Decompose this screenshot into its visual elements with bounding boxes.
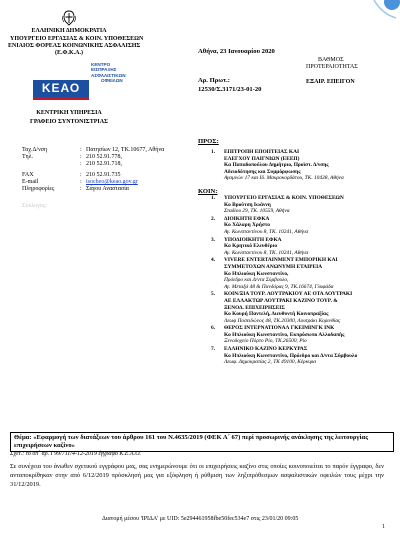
- recipient-item: [211, 346, 391, 366]
- recipient-line: Λεωφ. Δημοκρατίας 2, ΤΚ 49100, Κέρκυρα: [224, 359, 317, 366]
- page-number: 1: [382, 524, 385, 530]
- contact-block: [22, 147, 164, 210]
- recipients-cc-list: [211, 195, 391, 367]
- recipient-number: 1.: [211, 195, 216, 201]
- recipient-line: ΞΕΝΟΔ. ΕΠΙΧΕΙΡΗΣΕΙΣ: [224, 304, 285, 311]
- document-date: Αθήνα, 23 Ιανουαρίου 2020: [198, 48, 275, 55]
- recipient-line: ΕΛΛΗΝΙΚΟ ΚΑΖΙΝΟ ΚΕΡΚΥΡΑΣ: [224, 346, 308, 353]
- recipient-number: 5.: [211, 291, 216, 298]
- header-line-4: (Ε.Φ.Κ.Α.): [55, 50, 83, 56]
- recipient-line: Αγαμνών 17 και Ιδ. Μαυροκορδάτου, ΤΚ. 10438, Αθήνα: [224, 175, 344, 182]
- email-link[interactable]: isocheo@keao.gov.gr: [86, 178, 138, 185]
- recipient-line: VIVERE ENTERTAINMENT ΕΜΠΟΡΙΚΗ ΚΑΙ: [224, 257, 338, 264]
- keao-logo-text-2: ΕΙΣΠΡΑΞΗΣ: [91, 67, 117, 73]
- contact-row-fax: FAX : 210 52.91.735: [22, 171, 121, 178]
- contact-value: 210 52.91.718,: [86, 161, 122, 168]
- contact-value: Πατησίων 12, ΤΚ.10677, Αθήνα: [86, 147, 165, 153]
- contact-row-phone: Τηλ. : 210 52.91.778,: [22, 154, 122, 161]
- recipient-line: ΥΠΟΔΙΟΙΚΗΤΗ ΕΦΚΑ: [224, 236, 282, 243]
- priority-value: ΕΞΑΙΡ. ΕΠΕΙΓΟΝ: [306, 79, 355, 85]
- header-line-1: ΕΛΛΗΝΙΚΗ ΔΗΜΟΚΡΑΤΙΑ: [31, 28, 107, 34]
- priority-label-2: ΠΡΟΤΕΡΑΙΟΤΗΤΑΣ: [306, 64, 358, 70]
- recipient-number: 4.: [211, 257, 216, 264]
- recipient-line: ΘΕΡΟΣ ΙΝΤΕΡΝΑΤΙΟΝΑΛ ΓΚΕΙΜΙΝΓΚ ΙΝΚ: [224, 325, 335, 332]
- priority-label-1: ΒΑΘΜΟΣ: [318, 57, 344, 63]
- header-line-3: ΕΝΙΑΙΟΣ ΦΟΡΕΑΣ ΚΟΙΝΩΝΙΚΗΣ ΑΣΦΑΛΙΣΗΣ: [8, 43, 141, 49]
- recipient-line: Κα Παπαδοπούλου Δημήτριο, Προϊστ. Δ/νσης: [224, 162, 329, 169]
- contact-label: E-mail: [22, 178, 39, 185]
- protocol-label: Αρ. Πρωτ.:: [198, 77, 230, 84]
- contact-value: 210 52.91.778,: [86, 154, 122, 161]
- recipient-item: [211, 325, 391, 345]
- contact-row-email: E-mail : isocheo@keao.gov.gr: [22, 178, 138, 185]
- recipient-item: [211, 216, 391, 236]
- recipient-number: 2.: [211, 215, 216, 222]
- recipient-line: Αγ. Κωνσταντίνου 8, ΤΚ. 10241, Αθήνα: [224, 249, 309, 256]
- recipient-line: Κο Ηπλιούκη Κωνσταντίνο, Πρόεδρο και Δ/ντα Σύμβουλο: [224, 352, 358, 359]
- recipient-item: [211, 237, 391, 257]
- office-line-2: ΓΡΑΦΕΙΟ ΣΥΝΤΟΝΙΣΤΡΙΑΣ: [30, 119, 108, 125]
- top-right-mark: [366, 0, 400, 29]
- contact-label-faded: Σύλλογος:: [22, 203, 47, 210]
- contact-label: Πληροφορίες: [22, 186, 55, 193]
- contact-row-faded: [22, 203, 164, 210]
- recipient-line: ΥΠΟΥΡΓΕΙΟ ΕΡΓΑΣΙΑΣ & ΚΟΙΝ. ΥΠΟΘΕΣΕΩΝ: [224, 195, 344, 201]
- contact-row-info: Πληροφορίες : Σάγου Αναστασία: [22, 186, 129, 193]
- recipient-line: Αδειοδότησης και Συμμόρφωσης: [224, 168, 301, 175]
- recipient-line: ΑΕ ΕΛΛΑΚΤΩΡ ΛΟΥΤΡΑΚΙ ΚΑΖΙΝΟ ΤΟΥΡ. &: [224, 297, 338, 304]
- to-label: ΠΡΟΣ:: [198, 138, 219, 145]
- contact-label: Ταχ.Δ/νση: [22, 147, 48, 153]
- recipient-line: Κο Χάλαρη Χρήστο: [224, 222, 270, 229]
- recipient-line: Αγ. Μεταξά 48 & Πανδόρας 9, ΤΚ.16674, Γλυφάδα: [224, 283, 334, 290]
- contact-row-address: Ταχ.Δ/νση : Πατησίων 12, ΤΚ.10677, Αθήνα: [22, 147, 165, 153]
- reference-line: Σχετ.: το υπ΄ αρ. Γ99/711/4-12-2019 έγγραφο Κ.Ε.Α.Ο.: [10, 451, 142, 457]
- contact-row-phone-2: : 210 52.91.718,: [22, 161, 164, 168]
- recipient-number: 6.: [211, 325, 216, 332]
- recipients-to-list: [211, 149, 391, 183]
- protocol-number: 12530/Σ.3171/23-01-20: [198, 86, 262, 93]
- keao-logo-text-4: ΟΦΕΙΛΩΝ: [101, 78, 123, 84]
- subject-box: Θέμα: «Εφαρμογή των διατάξεων του άρθρου 161 του Ν.4635/2019 (ΦΕΚ Α΄ 67) περί προσωρινής ανάκλησης της λειτουργίας επιχειρήσεων καζίνο»: [10, 432, 394, 452]
- office-line-1: ΚΕΝΤΡΙΚΗ ΥΠΗΡΕΣΙΑ: [36, 110, 102, 116]
- contact-label: [22, 161, 80, 168]
- recipient-line: Αγ. Κωνσταντίνου 8, ΤΚ. 10241, Αθήνα: [224, 228, 309, 235]
- recipient-line: Πρόεδρο και Δ/ντα Σύμβουλο,: [224, 277, 289, 284]
- recipient-line: Λεωφ Ποσειδώνος 48, ΤΚ.20300, Λουτράκι Κορινθίας: [224, 317, 341, 324]
- recipient-item: [211, 195, 391, 215]
- top-right-mark-icon: [366, 0, 400, 24]
- recipient-item: [211, 291, 391, 324]
- recipient-line: ΕΛΕΓΧΟΥ ΠΑΙΓΝΙΩΝ (ΕΕΕΠ): [224, 155, 300, 162]
- recipient-line: Κο Ηπλιούκη Κωνσταντίνο, Εκπρόσωπο Αλλοδαπής: [224, 331, 345, 338]
- body-paragraph: Σε συνέχεια του άνωθεν σχετικού εγγράφου μας, σας ενημερώνουμε ότι οι επιχειρήσεις καζίνο στις οποίες κοινοποιείται το παρόν έγγραφο, δεν ανταποκρίθηκαν στην από 6/12/2019 πρόσκλησή μας για εξόφληση ή ρύθμιση των ληξιπρόθεσμων ασφαλιστικών οφειλών τους μέχρι την 31/12/2019.: [10, 463, 384, 488]
- recipient-number: 3.: [211, 236, 216, 243]
- keao-logo: [33, 62, 125, 98]
- recipient-line: ΣΥΜΜΕΤΟΧΩΝ ΑΝΩΝΥΜΗ ΕΤΑΙΡΕΙΑ: [224, 263, 323, 270]
- header-line-2: ΥΠΟΥΡΓΕΙΟ ΕΡΓΑΣΙΑΣ & ΚΟΙΝ. ΥΠΟΘΕΣΕΩΝ: [10, 36, 144, 42]
- contact-value: 210 52.91.735: [86, 171, 121, 178]
- footer-distribution: Διανομή μέσου 'ΙΡΙΔΑ' με UID: 5e294461958fbe50fec534e7 στις 23/01/20 09:05: [102, 516, 299, 522]
- contact-value: Σάγου Αναστασία: [86, 186, 129, 193]
- recipient-line: Κο Κρητικό Ελευθέριο: [224, 243, 278, 250]
- recipient-line: Κο Κουρή Παντελή, Διευθυντή Κοινοπραξίας: [224, 311, 329, 318]
- recipient-line: ΕΠΙΤΡΟΠΗ ΕΠΟΠΤΕΙΑΣ ΚΑΙ: [224, 149, 300, 155]
- recipient-line: ΚΟΙΝ/ΞΙΑ ΤΟΥΡ. ΛΟΥΤΡΑΚΙΟΥ ΑΕ ΟΤΑ ΛΟΥΤΡΑΚΙ: [224, 291, 353, 298]
- recipient-number: 7.: [211, 346, 216, 353]
- recipient-line: Κο Ηπλιούκη Κωνσταντίνο,: [224, 270, 289, 277]
- recipient-line: Ξενοδοχείο Πόρτο Ρίο, ΤΚ.26500, Ρίο: [224, 338, 307, 345]
- recipient-line: Σταδίου 29, ΤΚ. 10559, Αθήνα: [224, 208, 290, 215]
- keao-logo-text-3: ΑΣΦΑΛΙΣΤΙΚΩΝ: [91, 72, 126, 78]
- recipient-item: [211, 257, 391, 290]
- contact-label: FAX: [22, 171, 34, 178]
- contact-label: Τηλ.: [22, 154, 33, 161]
- cc-label: ΚΟΙΝ:: [198, 188, 218, 195]
- keao-logo-letters: ΚΕΑΟ: [41, 81, 81, 95]
- recipient-line: Κο Βρούτση Ιωάννη: [224, 201, 271, 208]
- keao-logo-text-1: ΚΕΝΤΡΟ: [91, 62, 111, 67]
- recipient-number: 1.: [211, 149, 216, 155]
- recipient-item: [211, 149, 391, 182]
- recipient-line: ΔΙΟΙΚΗΤΗ ΕΦΚΑ: [224, 215, 270, 222]
